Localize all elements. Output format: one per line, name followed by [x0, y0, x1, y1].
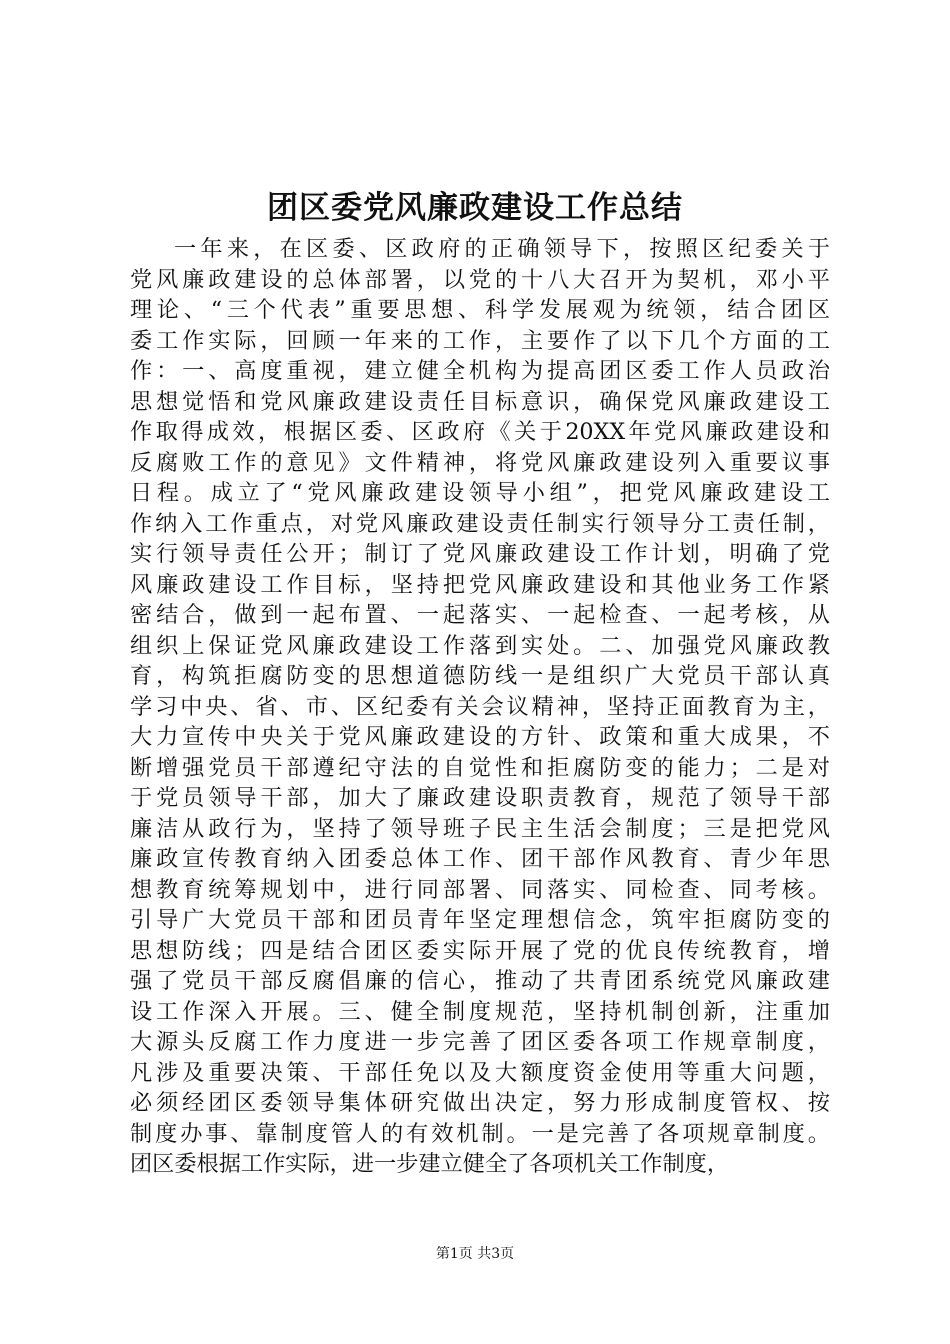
body-line: 委工作实际，回顾一年来的工作，主要作了以下几个方面的工 [130, 327, 830, 354]
body-line: 廉政宣传教育纳入团委总体工作、团干部作风教育、青少年思 [130, 846, 830, 872]
page-number-indicator: 第1页 共3页 [435, 1246, 515, 1262]
document-title: 团区委党风廉政建设工作总结 [267, 190, 683, 226]
body-line: 断增强党员干部遵纪守法的自觉性和拒腐防变的能力；二是对 [130, 754, 830, 781]
body-line: 日程。成立了“党风廉政建设领导小组”，把党风廉政建设工 [130, 480, 830, 506]
body-line: 凡涉及重要决策、干部任免以及大额度资金使用等重大问题， [130, 1059, 830, 1086]
body-line: 作纳入工作重点，对党风廉政建设责任制实行领导分工责任制， [130, 510, 830, 537]
body-line: 反腐败工作的意见》文件精神，将党风廉政建设列入重要议事 [130, 449, 830, 476]
body-line: 引导广大党员干部和团员青年坚定理想信念，筑牢拒腐防变的 [130, 907, 830, 933]
body-line: 理论、“三个代表”重要思想、科学发展观为统领，结合团区 [130, 297, 830, 323]
body-line: 思想防线；四是结合团区委实际开展了党的优良传统教育，增 [130, 937, 830, 964]
body-line: 强了党员干部反腐倡廉的信心，推动了共青团系统党风廉政建 [130, 968, 830, 994]
body-line: 大源头反腐工作力度进一步完善了团区委各项工作规章制度， [130, 1029, 830, 1055]
body-line: 实行领导责任公开；制订了党风廉政建设工作计划，明确了党 [130, 541, 830, 567]
body-line: 团区委根据工作实际，进一步建立健全了各项机关工作制度， [130, 1151, 730, 1177]
body-line: 组织上保证党风廉政建设工作落到实处。二、加强党风廉政教 [130, 632, 830, 659]
body-line: 学习中央、省、市、区纪委有关会议精神，坚持正面教育为主， [130, 693, 830, 720]
body-line: 制度办事、靠制度管人的有效机制。一是完善了各项规章制度。 [130, 1120, 830, 1147]
body-line: 一年来，在区委、区政府的正确领导下，按照区纪委关于 [174, 236, 830, 262]
body-line: 育，构筑拒腐防变的思想道德防线一是组织广大党员干部认真 [130, 663, 830, 689]
body-line: 必须经团区委领导集体研究做出决定，努力形成制度管权、按 [130, 1090, 830, 1116]
body-line: 于党员领导干部，加大了廉政建设职责教育，规范了领导干部 [130, 785, 830, 811]
body-line: 廉洁从政行为，坚持了领导班子民主生活会制度；三是把党风 [130, 815, 830, 842]
body-line: 设工作深入开展。三、健全制度规范，坚持机制创新，注重加 [130, 998, 830, 1025]
body-line: 大力宣传中央关于党风廉政建设的方针、政策和重大成果，不 [130, 724, 830, 750]
body-line: 密结合，做到一起布置、一起落实、一起检查、一起考核，从 [130, 602, 830, 628]
body-line: 思想觉悟和党风廉政建设责任目标意识，确保党风廉政建设工 [130, 388, 830, 415]
body-line: 想教育统筹规划中，进行同部署、同落实、同检查、同考核。 [130, 876, 830, 903]
document-body [130, 234, 830, 1180]
page-footer [0, 1244, 950, 1264]
body-line: 党风廉政建设的总体部署，以党的十八大召开为契机，邓小平 [130, 266, 830, 293]
body-line: 作：一、高度重视，建立健全机构为提高团区委工作人员政治 [130, 358, 830, 384]
body-line: 作取得成效，根据区委、区政府《关于20XX年党风廉政建设和 [130, 419, 830, 445]
body-line: 风廉政建设工作目标，坚持把党风廉政建设和其他业务工作紧 [130, 571, 830, 598]
